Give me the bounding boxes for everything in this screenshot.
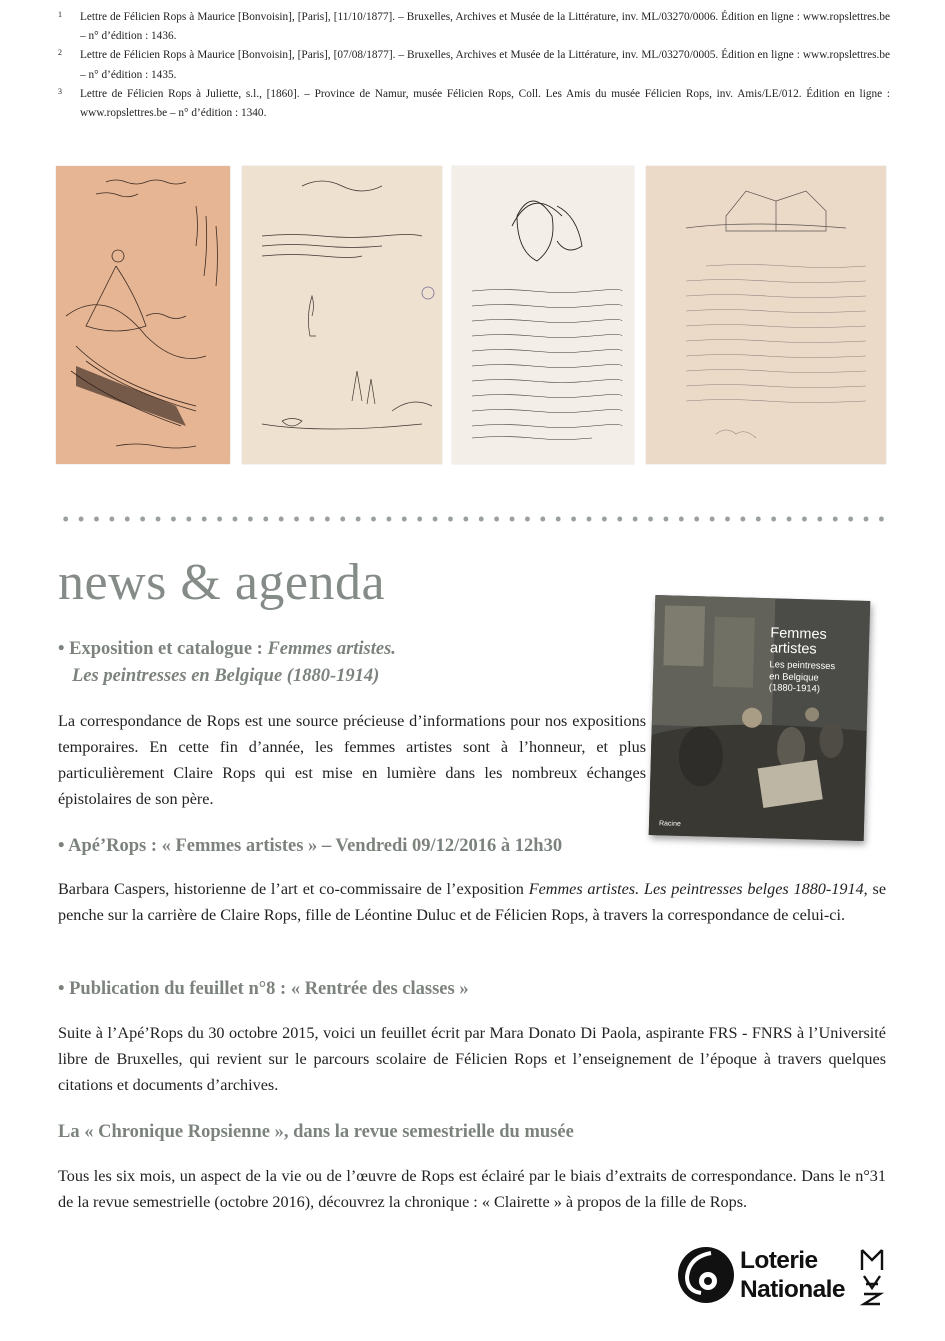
expo-heading bbox=[58, 636, 638, 690]
footnote-number: 3 bbox=[58, 86, 62, 96]
expo-heading-prefix: • Exposition et catalogue : bbox=[58, 639, 268, 659]
letter-image-4 bbox=[646, 166, 886, 464]
footnote-1 bbox=[58, 8, 890, 46]
letter-sketch-4 bbox=[646, 166, 886, 464]
aperops-heading: • Apé’Rops : « Femmes artistes » – Vendredi 09/12/2016 à 12h30 bbox=[58, 836, 563, 856]
loterie-nationale-text bbox=[740, 1246, 845, 1304]
footnote-number: 2 bbox=[58, 48, 62, 58]
book-subtitle-line: (1880-1914) bbox=[768, 681, 821, 694]
museum-monogram-icon bbox=[856, 1246, 888, 1306]
feuillet-heading: • Publication du feuillet n°8 : « Rentrée des classes » bbox=[58, 979, 469, 999]
footnote-number: 1 bbox=[58, 10, 62, 19]
footnote-text: Lettre de Félicien Rops à Juliette, s.l., [1860]. – Province de Namur, musée Félicien Rops, Coll. Les Amis du musée Félicien Rops, inv. Amis/LE/012. Édition en ligne : www.ropslettres.be – n° d’édition : 1340. bbox=[80, 87, 890, 120]
loterie-nationale-mark-icon bbox=[676, 1245, 736, 1305]
expo-heading-title: Femmes artistes. bbox=[267, 639, 396, 659]
footnote-3 bbox=[58, 85, 890, 123]
footnote-2 bbox=[58, 46, 890, 84]
aperops-body-text: Barbara Caspers, historienne de l’art et co-commissaire de l’exposition bbox=[58, 880, 529, 898]
book-title bbox=[770, 626, 827, 658]
expo-heading-subtitle: Les peintresses en Belgique (1880-1914) bbox=[72, 666, 380, 686]
book-subtitle-line: Les peintresses bbox=[769, 658, 836, 672]
chronique-body: Tous les six mois, un aspect de la vie ou de l’œuvre de Rops est éclairé par le biais d’extraits de correspondance. Dans le n°31 de la revue semestrielle (octobre 2016), découvrez la chronique : « Clairette » à propos de la fille de Rops. bbox=[58, 1167, 886, 1211]
footnotes bbox=[58, 8, 890, 123]
letter-image-1 bbox=[56, 166, 230, 464]
aperops-body-title: Femmes artistes. Les peintresses belges 1880-1914 bbox=[528, 880, 864, 898]
footnote-text: Lettre de Félicien Rops à Maurice [Bonvoisin], [Paris], [07/08/1877]. – Bruxelles, Archives et Musée de la Littérature, inv. ML/03270/0005. Édition en ligne : www.ropslettres.be – n° d’édition : 1435. bbox=[80, 49, 890, 81]
loterie-nationale-logo bbox=[676, 1244, 888, 1308]
aperops-body bbox=[58, 876, 886, 928]
book-cover-painting bbox=[649, 595, 871, 841]
dotted-separator bbox=[58, 513, 890, 525]
letter-image-3 bbox=[452, 166, 634, 464]
letter-sketch-2 bbox=[242, 166, 442, 464]
letter-sketch-1 bbox=[56, 166, 230, 464]
book-publisher: Racine bbox=[658, 820, 681, 828]
chronique-heading: La « Chronique Ropsienne », dans la revue semestrielle du musée bbox=[58, 1122, 574, 1142]
logo-line: Loterie bbox=[740, 1247, 818, 1274]
footnote-text: Lettre de Félicien Rops à Maurice [Bonvoisin], [Paris], [11/10/1877]. – Bruxelles, Archives et Musée de la Littérature, inv. ML/03270/0006. Édition en ligne : www.ropslettres.be – n° d’édition : 1436. bbox=[80, 11, 890, 43]
expo-body: La correspondance de Rops est une source précieuse d’informations pour nos expositions temporaires. En cette fin d’année, les femmes artistes sont à l’honneur, et plus particulièrement Claire Rops qui est mise en lumière dans les nombreux échanges épistolaires de son père. bbox=[58, 712, 646, 808]
book-subtitle bbox=[769, 658, 865, 695]
feuillet-body: Suite à l’Apé’Rops du 30 octobre 2015, voici un feuillet écrit par Mara Donato Di Paola, aspirante FRS - FNRS à l’Université libre de Bruxelles, qui revient sur le parcours scolaire de Félicien Rops et l’enseignement de l’époque à travers quelques citations et documents d’archives. bbox=[58, 1024, 886, 1094]
aperops-body-text: , se penche sur la carrière de Claire Rops, fille de Léontine Duluc et de Félicien Rops, à travers la correspondance de celui-ci. bbox=[58, 880, 887, 924]
book-subtitle-line: en Belgique bbox=[769, 669, 819, 683]
book-title-line: Femmes bbox=[770, 625, 827, 643]
logo-line: Nationale bbox=[740, 1276, 845, 1303]
book-title-line: artistes bbox=[769, 640, 817, 658]
book-cover bbox=[649, 595, 871, 841]
letter-image-2 bbox=[242, 166, 442, 464]
section-title: news & agenda bbox=[58, 554, 386, 611]
letter-sketch-3 bbox=[452, 166, 634, 464]
